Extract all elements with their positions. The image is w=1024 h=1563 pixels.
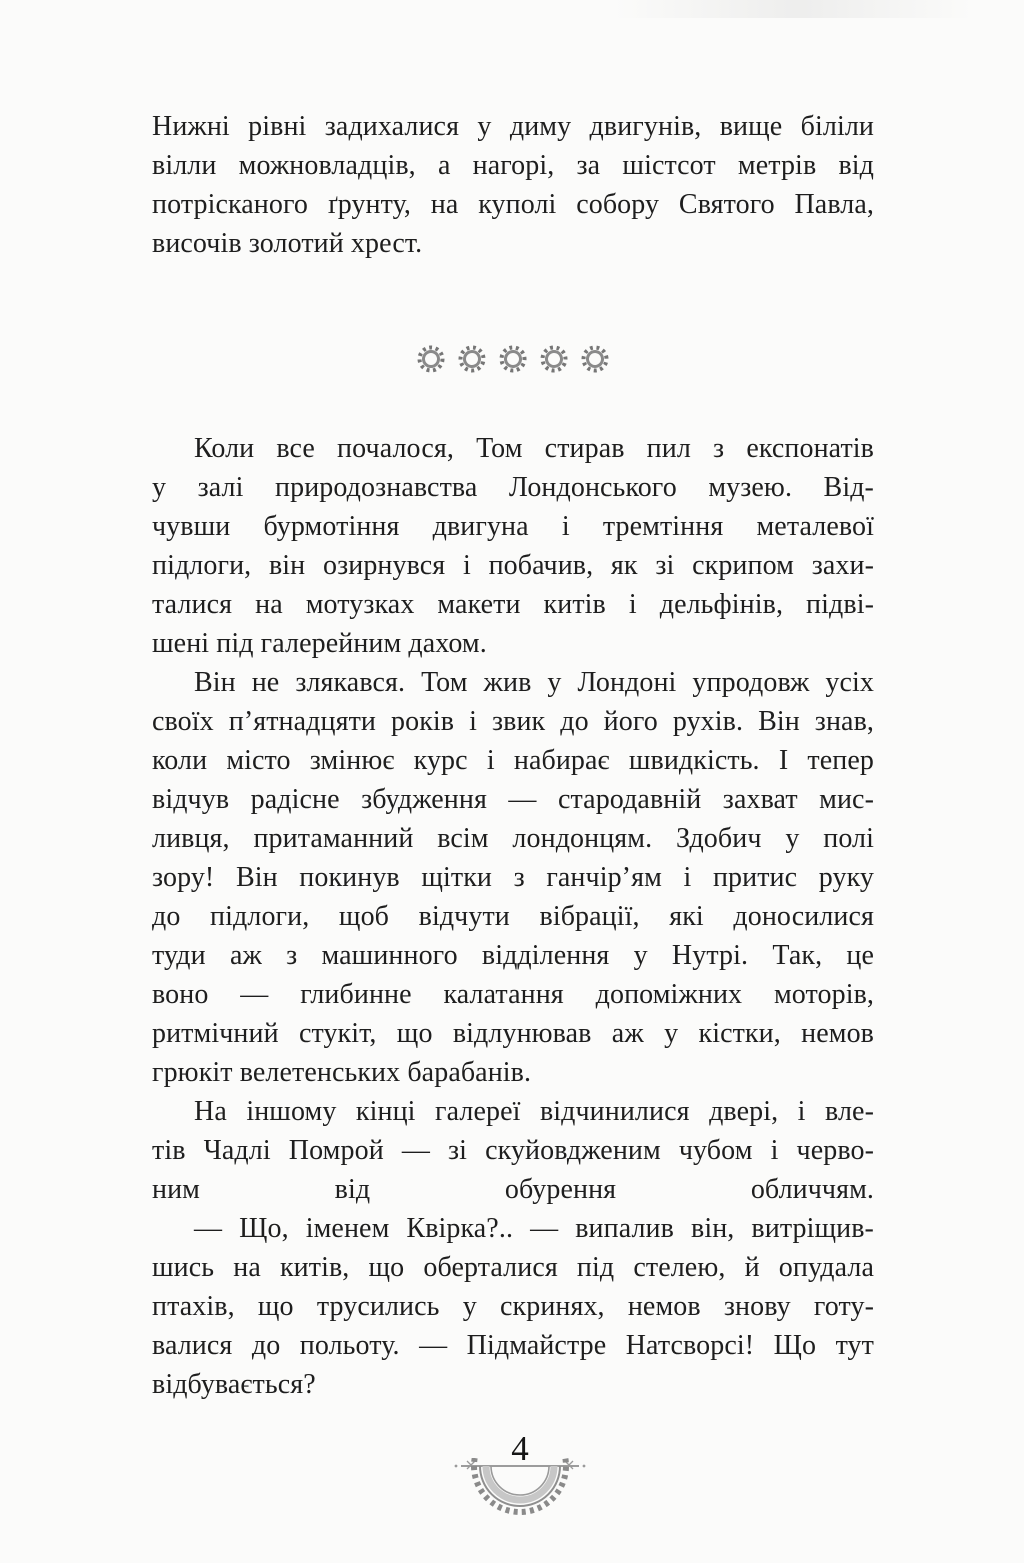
paragraph — [152, 429, 874, 663]
gear-icon — [416, 344, 446, 374]
gear-icon — [496, 342, 530, 376]
text-line: відчув радісне збудження — стародавній захват мис- — [152, 784, 874, 815]
text-line: до підлоги, щоб відчути вібрації, які доносилися — [152, 901, 874, 932]
text-line: чувши бурмотіння двигуна і тремтіння металевої — [152, 511, 874, 542]
text-line: підлоги, він озирнувся і побачив, як зі скрипом захи- — [152, 550, 874, 581]
text-line: відбувається? — [152, 1369, 316, 1400]
text-line: валися до польоту. — Підмайстре Натсворсі! Що тут — [152, 1330, 874, 1361]
text-line: воно — глибинне калатання допоміжних моторів, — [152, 979, 874, 1010]
text-line: ритмічний стукіт, що відлунював аж у кістки, немов — [152, 1018, 874, 1049]
text-line: туди аж з машинного відділення у Нутрі. Так, це — [152, 940, 874, 971]
text-line: Коли все почалося, Том стирав пил з експонатів — [194, 433, 874, 464]
paragraph — [152, 1092, 874, 1404]
text-line: Він не злякався. Том жив у Лондоні упродовж усіх — [194, 667, 874, 698]
text-line: талися на мотузках макети китів і дельфінів, підві- — [152, 589, 874, 620]
paragraph — [152, 663, 874, 1092]
text-line: височів золотий хрест. — [152, 228, 423, 259]
gear-icon — [454, 341, 490, 377]
text-line: шись на китів, що оберталися під стелею, й опудала — [152, 1252, 874, 1283]
text-line: Нижні рівні задихалися у диму двигунів, вище біліли — [152, 111, 874, 142]
text-line: коли місто змінює курс і набирає швидкість. І тепер — [152, 745, 874, 776]
paragraph — [152, 107, 874, 263]
text-line: шені під галерейним дахом. — [152, 628, 487, 659]
text-line: потрісканого ґрунту, на куполі собору Святого Павла, — [152, 189, 874, 220]
text-line: — Що, іменем Квірка?.. — випалив він, витріщив- — [194, 1213, 874, 1244]
text-line: На іншому кінці галереї відчинилися двері, і вле- — [194, 1096, 874, 1127]
section-separator — [152, 263, 874, 429]
book-page-text — [152, 107, 874, 1404]
gear-icon — [576, 340, 613, 377]
page-number: 4 — [511, 1429, 529, 1468]
text-line: ним від обурення обличчям. — [152, 1174, 874, 1205]
text-line: птахів, що трусились у скринях, немов знову готу- — [152, 1291, 874, 1322]
text-line: ливця, притаманний всім лондонцям. Здобич у полі — [152, 823, 874, 854]
half-gear-ornament — [452, 1458, 588, 1520]
text-line: своїх п’ятнадцяти років і звик до його рухів. Він знав, — [152, 706, 874, 737]
text-line: грюкіт велетенських барабанів. — [152, 1057, 532, 1088]
gear-icon — [534, 339, 573, 378]
text-line: зору! Він покинув щітки з ганчір’ям і притис руку — [152, 862, 874, 893]
text-line: у залі природознавства Лондонського музею. Від- — [152, 472, 874, 503]
page-footer — [0, 1429, 1024, 1520]
text-line: вілли можновладців, а нагорі, за шістсот метрів від — [152, 150, 874, 181]
scan-artifact — [0, 0, 1024, 18]
text-line: тів Чадлі Помрой — зі скуйовдженим чубом і черво- — [152, 1135, 874, 1166]
